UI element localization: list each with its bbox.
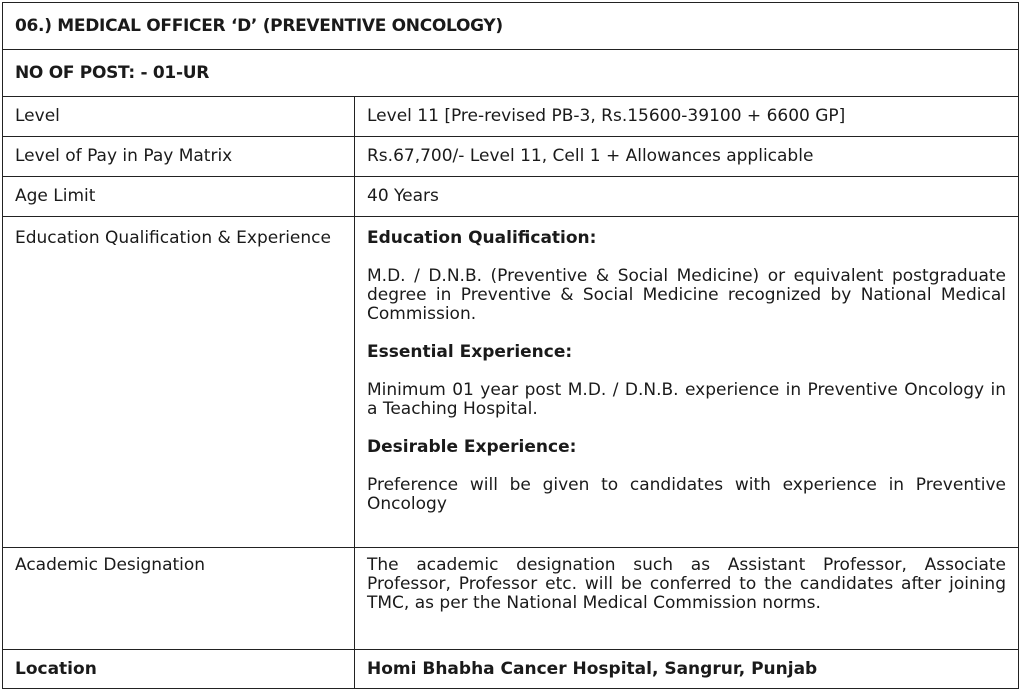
- number-of-posts: NO OF POST: - 01-UR: [3, 50, 1019, 97]
- qualification-text: M.D. / D.N.B. (Preventive & Social Medicine) or equivalent postgraduate degree in Preventive & Social Medicine recognized by National Medical Commission.: [367, 266, 1007, 324]
- desirable-experience-heading: Desirable Experience:: [367, 437, 577, 457]
- location-label: Location: [3, 650, 355, 689]
- age-value: 40 Years: [355, 177, 1019, 217]
- job-details-table: [2, 2, 1019, 689]
- level-label: Level: [3, 97, 355, 137]
- essential-experience-text: Minimum 01 year post M.D. / D.N.B. experience in Preventive Oncology in a Teaching Hospital.: [367, 380, 1007, 419]
- academic-value: The academic designation such as Assistant Professor, Associate Professor, Professor etc. will be conferred to the candidates after joining TMC, as per the National Medical Commission norms.: [367, 555, 1007, 613]
- essential-experience-heading: Essential Experience:: [367, 342, 573, 362]
- academic-label: Academic Designation: [3, 548, 355, 650]
- level-value: Level 11 [Pre-revised PB-3, Rs.15600-39100 + 6600 GP]: [355, 97, 1019, 137]
- pay-label: Level of Pay in Pay Matrix: [3, 137, 355, 177]
- location-value: Homi Bhabha Cancer Hospital, Sangrur, Punjab: [355, 650, 1019, 689]
- qualification-heading: Education Qualification:: [367, 228, 597, 248]
- age-label: Age Limit: [3, 177, 355, 217]
- desirable-experience-text: Preference will be given to candidates with experience in Preventive Oncology: [367, 475, 1007, 514]
- document: [2, 2, 1018, 688]
- pay-value: Rs.67,700/- Level 11, Cell 1 + Allowances applicable: [355, 137, 1019, 177]
- post-title: 06.) MEDICAL OFFICER ‘D’ (PREVENTIVE ONCOLOGY): [3, 3, 1019, 50]
- education-label: Education Qualification & Experience: [15, 228, 331, 248]
